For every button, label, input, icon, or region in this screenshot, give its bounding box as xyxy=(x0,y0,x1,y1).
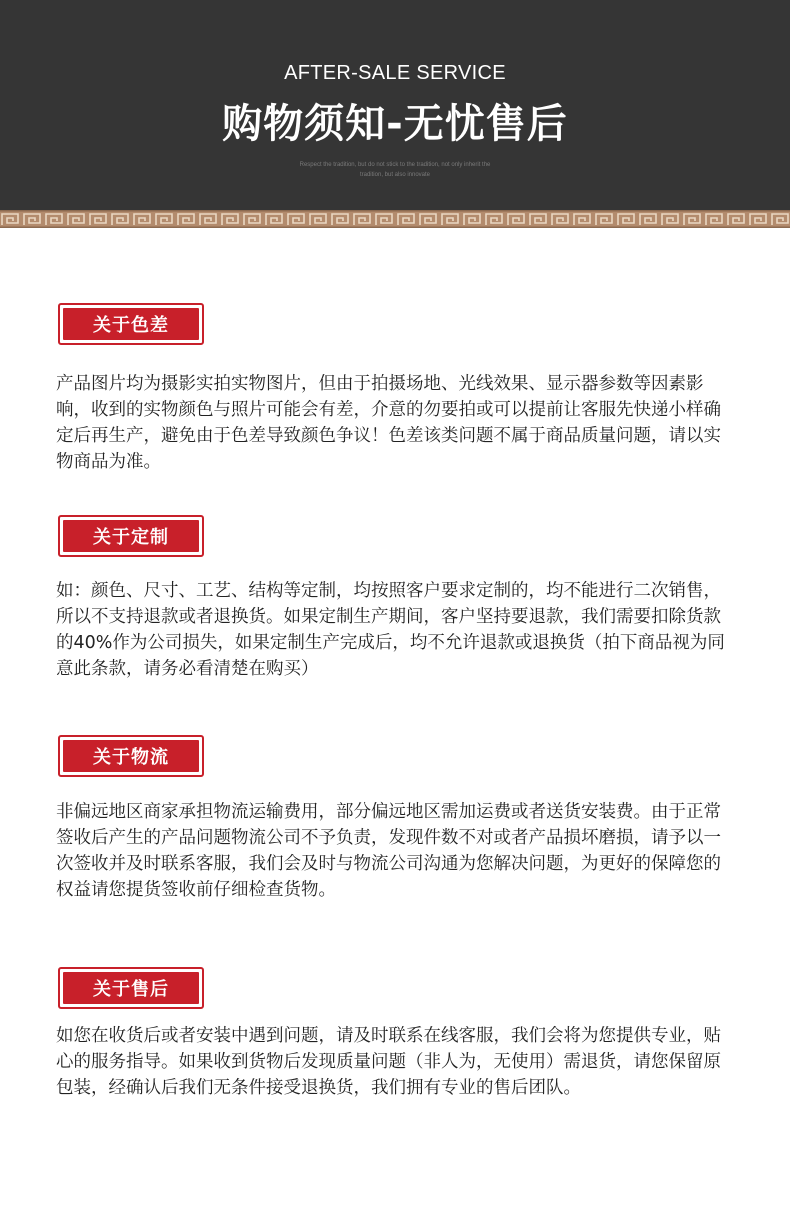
section-label-customization xyxy=(58,515,204,557)
section-text-customization: 如：颜色、尺寸、工艺、结构等定制，均按照客户要求定制的，均不能进行二次销售，所以不支持退款或者退换货。如果定制生产期间，客户坚持要退款，我们需要扣除货款的40%作为公司损失，如果定制生产完成后，均不允许退款或退换货（拍下商品视为同意此条款，请务必看清楚在购买） xyxy=(56,581,725,679)
section-text-after-sale: 如您在收货后或者安装中遇到问题，请及时联系在线客服，我们会将为您提供专业，贴心的服务指导。如果收到货物后发现质量问题（非人为，无使用）需退货，请您保留原包装，经确认后我们无条件接受退换货，我们拥有专业的售后团队。 xyxy=(56,1026,721,1098)
section-text-logistics: 非偏远地区商家承担物流运输费用，部分偏远地区需加运费或者送货安装费。由于正常签收后产生的产品问题物流公司不予负责，发现件数不对或者产品损坏磨损，请予以一次签收并及时联系客服，我们会及时与物流公司沟通为您解决问题，为更好的保障您的权益请您提货签收前仔细检查货物。 xyxy=(56,802,721,900)
header-tagline-line-2: tradition, but also innovate xyxy=(359,172,431,178)
header-banner xyxy=(0,0,790,210)
decorative-fret-border xyxy=(0,210,790,228)
section-label-logistics xyxy=(58,735,204,777)
header-tagline-line-1: Respect the tradition, but do not stick to the tradition, not only inherit the xyxy=(299,162,491,168)
header-english-title: AFTER-SALE SERVICE xyxy=(284,62,506,84)
section-label-text: 关于色差 xyxy=(63,308,199,340)
section-label-after-sale xyxy=(58,967,204,1009)
section-label-text: 关于物流 xyxy=(63,740,199,772)
section-text-color-difference: 产品图片均为摄影实拍实物图片，但由于拍摄场地、光线效果、显示器参数等因素影响，收到的实物颜色与照片可能会有差，介意的勿要拍或可以提前让客服先快递小样确定后再生产，避免由于色差导致颜色争议！色差该类问题不属于商品质量问题，请以实物商品为准。 xyxy=(56,374,721,472)
section-label-color-difference xyxy=(58,303,204,345)
section-label-text: 关于定制 xyxy=(63,520,199,552)
section-label-text: 关于售后 xyxy=(63,972,199,1004)
fret-pattern-icon xyxy=(0,210,790,228)
page-title: 购物须知-无忧售后 xyxy=(222,101,568,147)
